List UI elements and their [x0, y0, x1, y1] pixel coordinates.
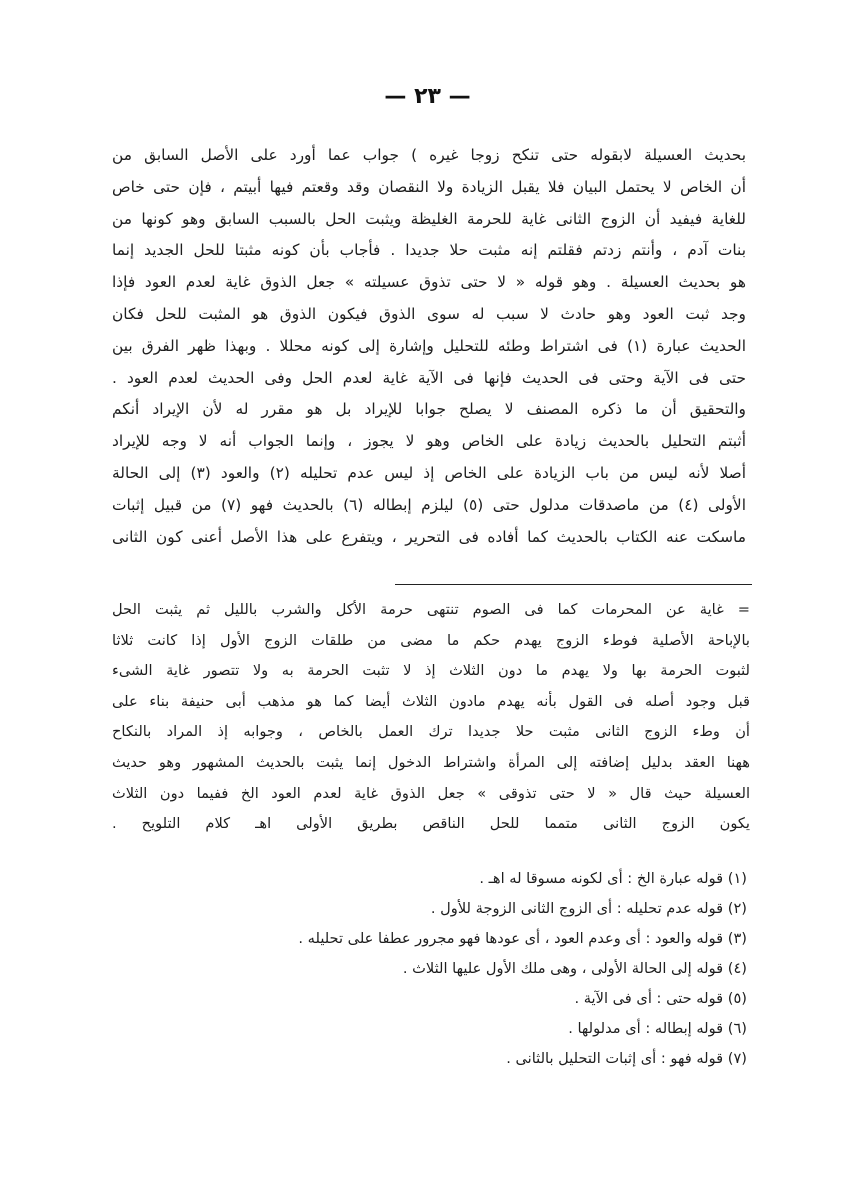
note-text: قوله إبطاله : أى مدلولها . — [568, 1020, 724, 1037]
main-text-line: ماسكت عنه الكتاب بالحديث كما أفاده فى التحرير ، ويتفرع على هذا الأصل أعنى كون الثانى — [112, 527, 746, 546]
note-number: (١) — [727, 870, 747, 887]
main-text-line: أثبتم التحليل بالحديث زيادة على الخاص وهو لا يجوز ، وإنما الجواب أنه لا وجه للإيراد — [112, 432, 746, 451]
main-text-line: هو بحديث العسيلة . وهو قوله « لا حتى تذوق عسيلته » جعل الذوق غاية لعدم العود فإذا — [112, 273, 746, 292]
note-text: قوله حتى : أى فى الآية . — [574, 990, 724, 1007]
footnote-line: = غاية عن المحرمات كما فى الصوم تنتهى حرمة الأكل والشرب بالليل ثم يثبت الحل — [112, 601, 750, 618]
note-item — [147, 954, 747, 984]
footnote-line: يكون الزوج الثانى متمما للحل الناقص بطريق الأولى اهـ كلام التلويح . — [112, 815, 750, 833]
note-number: (٢) — [727, 900, 747, 917]
numbered-notes — [147, 864, 747, 1074]
footnote-divider — [395, 584, 752, 585]
note-number: (٣) — [727, 930, 747, 947]
page-number: — ٢٣ — — [384, 84, 471, 109]
note-item — [147, 1044, 747, 1074]
main-text-line: بنات آدم ، وأنتم زدتم فقلتم إنه مثبت حلا جديدا . فأجاب بأن كونه مثبتا للحل الجديد إنما — [112, 241, 746, 260]
main-text-line: حتى فى الآية وحتى فى الحديث فإنها فى الآية غاية لعدم الحل وفى الحديث لعدم العود . — [112, 368, 746, 387]
main-text-line: للغاية فيفيد أن الزوج الثانى غاية للحرمة الغليظة ويثبت الحل بالسبب السابق وهو كونها من — [112, 209, 746, 228]
main-text-line: أن الخاص لا يحتمل البيان فلا يقبل الزيادة ولا النقصان وقد وقعتم فيها أبيتم ، فإن حتى خاص — [112, 177, 746, 196]
footnote-line: قبل وجود أصله فى القول بأنه يهدم مادون الثلاث أيضا كما هو مذهب أبى حنيفة بناء على — [112, 692, 750, 710]
note-item — [147, 984, 747, 1014]
footnote-line: ههنا العقد بدليل إضافته إلى المرأة واشتراط الدخول إنما يثبت بالحديث المشهور وهو حديث — [112, 753, 750, 771]
main-text-line: الحديث عبارة (١) فى اشتراط وطئه للتحليل وإشارة إلى كونه محللا . وبهذا ظهر الفرق بين — [112, 336, 746, 355]
main-text-line: الأولى (٤) من ماصدقات مدلول حتى (٥) ليلزم إبطاله (٦) بالحديث فهو (٧) من قبيل إثبات — [112, 495, 746, 514]
note-text: قوله عدم تحليله : أى الزوج الثانى الزوجة للأول . — [430, 900, 724, 917]
main-text-line: وجد ثبت العود وهو حادث لا سبب له سوى الذوق فيكون الذوق هو المثبت للحل فكان — [112, 304, 746, 323]
note-text: قوله والعود : أى وعدم العود ، أى عودها فهو مجرور عطفا على تحليله . — [298, 930, 724, 947]
footnote-line: العسيلة حيث قال « لا حتى تذوقى » جعل الذوق غاية لعدم العود الخ ففيما دون الثلاث — [112, 784, 750, 802]
note-number: (٧) — [727, 1050, 747, 1067]
main-text-line: والتحقيق أن ما ذكره المصنف لا يصلح جوابا للإيراد بل هو مقرر له لأن الإيراد أنكم — [112, 400, 746, 419]
note-text: قوله إلى الحالة الأولى ، وهى ملك الأول عليها الثلاث . — [402, 960, 724, 977]
note-text: قوله عبارة الخ : أى لكونه مسوقا له اهـ . — [479, 870, 724, 887]
note-text: قوله فهو : أى إثبات التحليل بالثانى . — [506, 1050, 724, 1067]
footnote-line: أن وطء الزوج الثانى مثبت حلا جديدا ترك العمل بالخاص ، وجوابه إذ المراد بالنكاح — [112, 723, 750, 741]
note-item — [147, 924, 747, 954]
note-item — [147, 864, 747, 894]
footnote-line: بالإباحة الأصلية فوطء الزوج يهدم حكم ما مضى من طلقات الزوج الأول إذا كانت ثلاثا — [112, 631, 750, 649]
footnote-line: لثبوت الحرمة بها ولا يهدم ما دون الثلاث إذ لا تثبت الحرمة به ولا تتصور غاية الشىء — [112, 662, 750, 680]
note-number: (٦) — [727, 1020, 747, 1037]
footnote-block — [112, 595, 750, 840]
main-text-line: أصلا لأنه ليس من باب الزيادة على الخاص إذ ليس عدم تحليله (٢) والعود (٣) إلى الحالة — [112, 463, 746, 482]
note-number: (٤) — [727, 960, 747, 977]
main-text-line: بحديث العسيلة لابقوله حتى تنكح زوجا غيره ) جواب عما أورد على الأصل السابق من — [112, 146, 746, 164]
main-text-block — [112, 140, 746, 553]
note-number: (٥) — [727, 990, 747, 1007]
note-item — [147, 894, 747, 924]
note-item — [147, 1014, 747, 1044]
